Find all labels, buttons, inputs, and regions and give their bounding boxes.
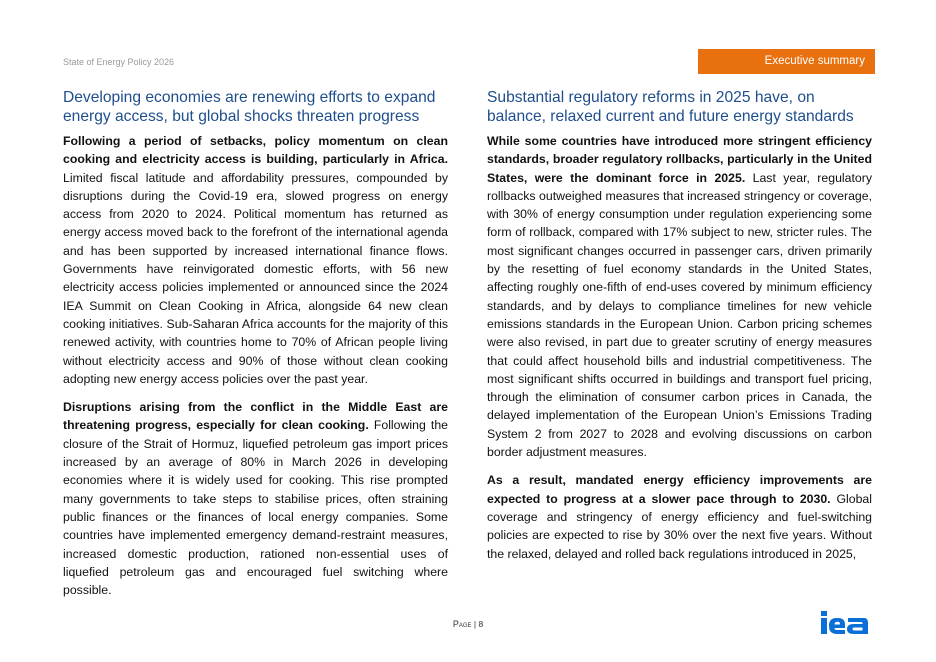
right-paragraph-2: [487, 471, 872, 562]
page-number-footer: [0, 619, 936, 629]
iea-logo: [820, 608, 874, 636]
page-label: Page: [452, 619, 472, 629]
right-paragraph-2-body: Global coverage and stringency of energy efficiency and fuel-switching policies are expected to rise by 30% over the next five years. Without the relaxed, delayed and rolled back regulations introduced in 2025,: [487, 491, 872, 561]
page-separator: |: [471, 619, 479, 629]
left-column: [63, 88, 448, 609]
right-paragraph-1-body: Last year, regulatory rollbacks outweighed measures that increased stringency or coverage, with 30% of energy consumption under regulation experiencing some form of rollback, compared with 17% subject to new, stricter rules. The most significant changes occurred in passenger cars, driven primarily by the resetting of fuel economy standards in the United States, affecting roughly one-fifth of end-uses covered by minimum efficiency standards, and by delays to compliance timelines for new vehicle emissions standards in the European Union. Carbon pricing schemes were also revised, in part due to greater scrutiny of energy measures that could affect household bills and industrial competitiveness. The most significant shifts occurred in buildings and transport fuel pricing, through the elimination of consumer carbon prices in Canada, the delayed implementation of the European Union’s Emissions Trading System 2 from 2027 to 2028 and evolving discussions on carbon border adjustment measures.: [487, 170, 872, 460]
right-paragraph-1: [487, 132, 872, 461]
running-title: State of Energy Policy 2026: [63, 57, 175, 67]
left-paragraph-2-lead: Disruptions arising from the conflict in the Middle East are threatening progress, especially for clean cooking.: [63, 400, 448, 433]
left-paragraph-2: [63, 398, 448, 599]
left-paragraph-1-lead: Following a period of setbacks, policy momentum on clean cooking and electricity access is building, particularly in Africa.: [63, 134, 448, 167]
right-paragraph-1-lead: While some countries have introduced more stringent efficiency standards, broader regulatory rollbacks, particularly in the United States, were the dominant force in 2025.: [487, 134, 872, 185]
section-tab: Executive summary: [698, 49, 875, 74]
right-paragraph-2-lead: As a result, mandated energy efficiency improvements are expected to progress at a slower pace through to 2030.: [487, 473, 872, 506]
left-heading: Developing economies are renewing efforts to expand energy access, but global shocks threaten progress: [63, 89, 436, 125]
left-paragraph-1-body: Limited fiscal latitude and affordability pressures, compounded by disruptions during the Covid-19 era, slowed progress on energy access from 2020 to 2024. Political momentum has returned as energy access moved back to the forefront of the international agenda and has been supported by increased international finance flows. Governments have reinvigorated domestic efforts, with 56 new electricity access policies implemented or announced since the 2024 IEA Summit on Clean Cooking in Africa, alongside 64 new clean cooking initiatives. Sub-Saharan Africa accounts for the majority of this renewed activity, with countries home to 70% of African people living without electricity access and 90% of those without clean cooking adopting new energy access policies over the past year.: [63, 170, 448, 386]
left-paragraph-1: [63, 132, 448, 388]
right-column: [487, 88, 872, 573]
page-number: 8: [478, 619, 484, 629]
right-heading: Substantial regulatory reforms in 2025 have, on balance, relaxed current and future energy standards: [487, 89, 854, 125]
left-paragraph-2-body: Following the closure of the Strait of Hormuz, liquefied petroleum gas import prices increased by an average of 80% in March 2026 in developing economies where it is widely used for cooking. This rise prompted many governments to take steps to stabilise prices, often straining public finances or the finances of local energy companies. Some countries have implemented emergency demand-restraint measures, increased domestic production, rationed non-essential uses of liquefied petroleum gas and encouraged fuel switching where possible.: [63, 418, 448, 598]
